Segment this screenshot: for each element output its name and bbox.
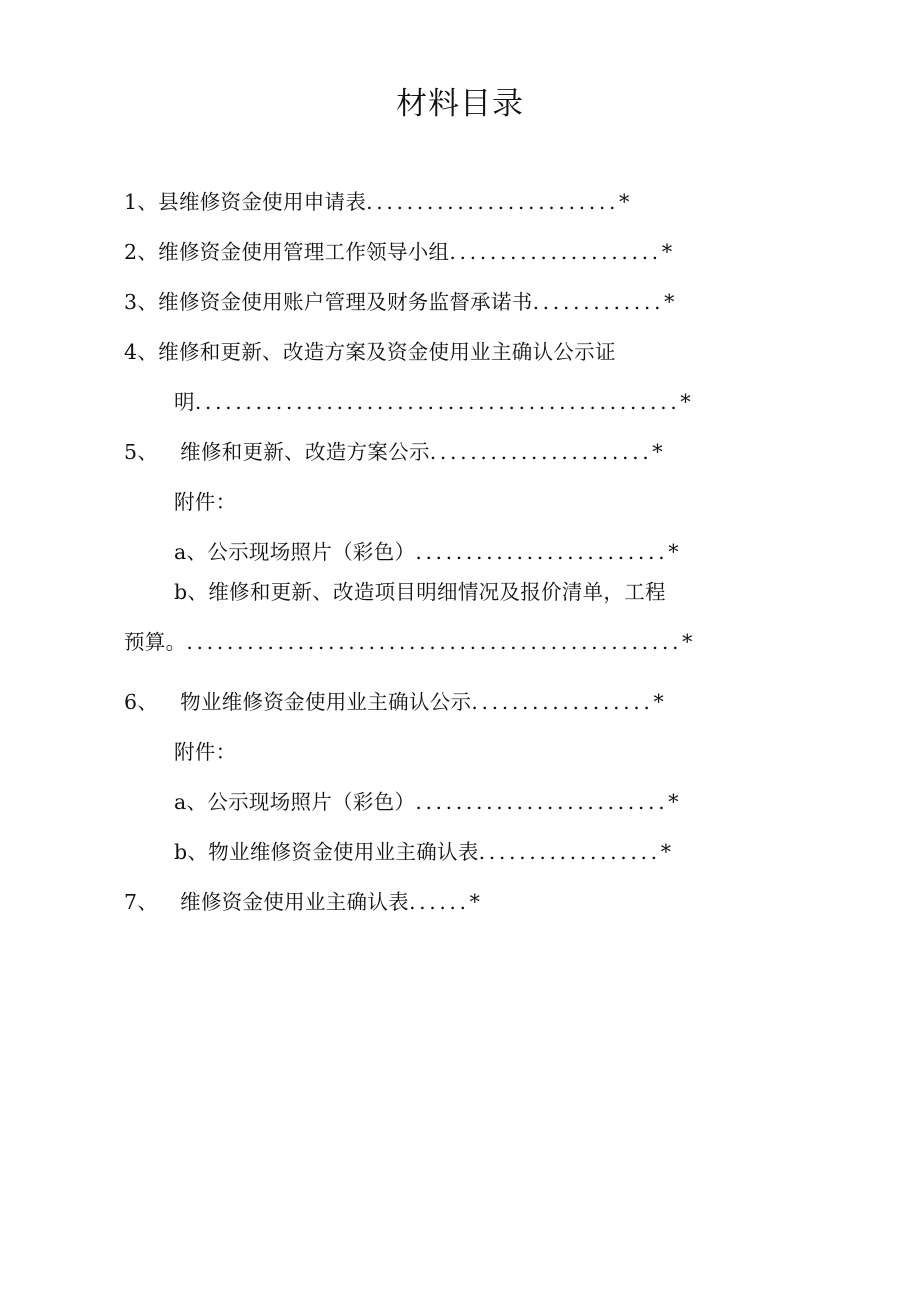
toc-item-2 xyxy=(124,237,672,267)
page-mark: * xyxy=(664,290,675,314)
toc-item-number: 5、 xyxy=(124,440,159,464)
toc-item-text: 维修资金使用账户管理及财务监督承诺书 xyxy=(158,290,533,314)
page-title: 材料目录 xyxy=(396,86,524,122)
toc-item-5 xyxy=(124,437,663,467)
toc-item-text-cont: 明 xyxy=(174,390,195,414)
attachment-text: a、公示现场照片（彩色） xyxy=(174,790,416,814)
toc-item-number: 2、 xyxy=(124,240,159,264)
toc-leader-dots: .................. xyxy=(478,840,661,864)
toc-item-number: 6、 xyxy=(124,690,159,714)
toc-leader-dots: .................. xyxy=(471,690,654,714)
page-mark: * xyxy=(653,690,665,714)
toc-leader-dots: ................................................. xyxy=(186,630,683,654)
toc-leader-dots: ......................... xyxy=(415,540,669,564)
page-mark: * xyxy=(469,890,481,914)
attachment-item-6a xyxy=(174,787,679,817)
attachment-item-5b-continuation xyxy=(124,627,693,657)
page-mark: * xyxy=(668,540,679,564)
toc-item-text: 物业维修资金使用业主确认公示 xyxy=(180,690,472,714)
toc-item-number: 3、 xyxy=(124,290,159,314)
attachment-item-5b xyxy=(174,577,666,607)
toc-leader-dots: ............. xyxy=(532,290,665,314)
toc-leader-dots: ...... xyxy=(408,890,470,914)
toc-item-number: 1、 xyxy=(124,190,159,214)
attachment-item-5a xyxy=(174,537,679,567)
toc-leader-dots: ...................... xyxy=(429,440,653,464)
toc-item-text: 维修资金使用业主确认表 xyxy=(180,890,409,914)
attachment-text: b、物业维修资金使用业主确认表 xyxy=(174,840,479,864)
attachment-label: 附件： xyxy=(174,740,237,764)
toc-item-number: 4、 xyxy=(124,340,159,364)
toc-item-text: 维修和更新、改造方案公示 xyxy=(180,440,430,464)
page-mark: * xyxy=(661,240,673,264)
attachment-item-6b xyxy=(174,837,671,867)
toc-item-1 xyxy=(124,187,630,217)
page-mark: * xyxy=(619,190,630,214)
toc-item-3 xyxy=(124,287,675,317)
toc-item-text: 维修资金使用管理工作领导小组 xyxy=(158,240,450,264)
toc-item-4 xyxy=(124,337,616,367)
toc-item-text: 县维修资金使用申请表 xyxy=(158,190,367,214)
toc-leader-dots: ................................................ xyxy=(194,390,681,414)
page-mark: * xyxy=(680,390,691,414)
page-mark: * xyxy=(652,440,663,464)
toc-item-7 xyxy=(124,887,480,917)
toc-leader-dots: ......................... xyxy=(366,190,620,214)
toc-leader-dots: ..................... xyxy=(449,240,662,264)
toc-item-4-continuation xyxy=(174,387,691,417)
toc-leader-dots: ......................... xyxy=(415,790,669,814)
attachment-text: b、维修和更新、改造项目明细情况及报价清单，工程 xyxy=(174,580,666,604)
attachment-text-cont: 预算。 xyxy=(124,630,187,654)
page-mark: * xyxy=(660,840,672,864)
attachment-label: 附件： xyxy=(174,490,237,514)
toc-item-6 xyxy=(124,687,664,717)
page-mark: * xyxy=(668,790,679,814)
toc-item-text: 维修和更新、改造方案及资金使用业主确认公示证 xyxy=(158,340,616,364)
attachment-text: a、公示现场照片（彩色） xyxy=(174,540,416,564)
toc-item-number: 7、 xyxy=(124,890,159,914)
page-mark: * xyxy=(682,630,693,654)
